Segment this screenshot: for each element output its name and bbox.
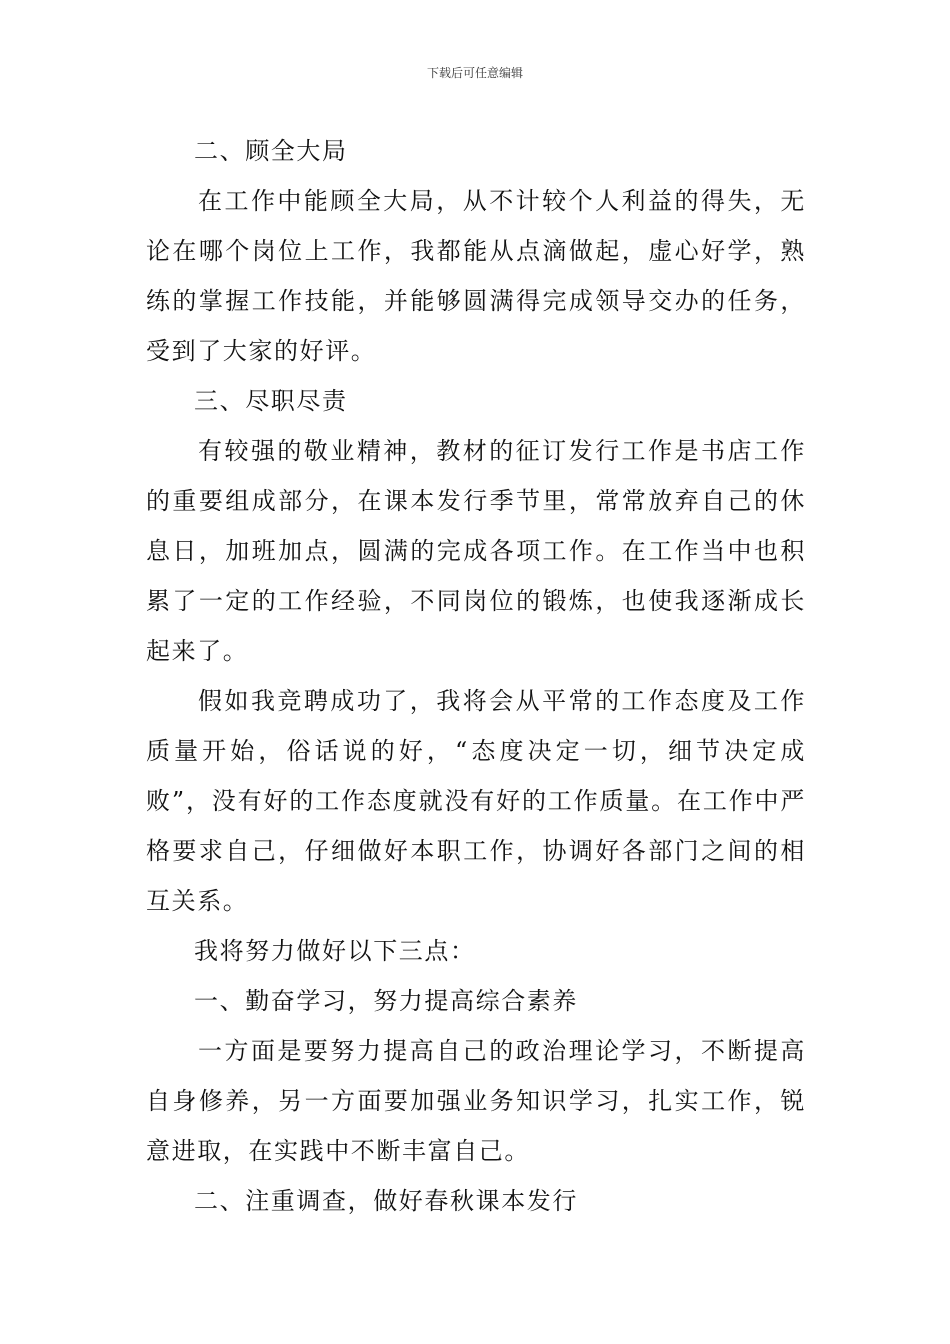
section-heading-overall-view: 二、顾全大局 — [194, 137, 348, 165]
section-heading-study: 一、勤奋学习，努力提高综合素养 — [194, 987, 578, 1015]
heading-three-points: 我将努力做好以下三点： — [194, 937, 476, 965]
section-heading-investigation: 二、注重调查，做好春秋课本发行 — [194, 1187, 578, 1215]
document-body — [146, 126, 806, 1226]
paragraph-dutiful: 有较强的敬业精神，教材的征订发行工作是书店工作的重要组成部分，在课本发行季节里，常常放弃自己的休息日，加班加点，圆满的完成各项工作。在工作当中也积累了一定的工作经验，不同岗位的锻炼，也使我逐渐成长起来了。 — [146, 437, 806, 665]
paragraph-if-successful: 假如我竞聘成功了，我将会从平常的工作态度及工作质量开始，俗话说的好，“态度决定一切，细节决定成败”，没有好的工作态度就没有好的工作质量。在工作中严格要求自己，仔细做好本职工作，协调好各部门之间的相互关系。 — [146, 687, 806, 915]
page-header: 下载后可任意编辑 — [426, 66, 523, 80]
paragraph-overall-view: 在工作中能顾全大局，从不计较个人利益的得失，无论在哪个岗位上工作，我都能从点滴做起，虚心好学，熟练的掌握工作技能，并能够圆满得完成领导交办的任务，受到了大家的好评。 — [146, 187, 806, 365]
paragraph-study: 一方面是要努力提高自己的政治理论学习，不断提高自身修养，另一方面要加强业务知识学习，扎实工作，锐意进取，在实践中不断丰富自己。 — [146, 1037, 806, 1165]
section-heading-dutiful: 三、尽职尽责 — [194, 387, 348, 415]
